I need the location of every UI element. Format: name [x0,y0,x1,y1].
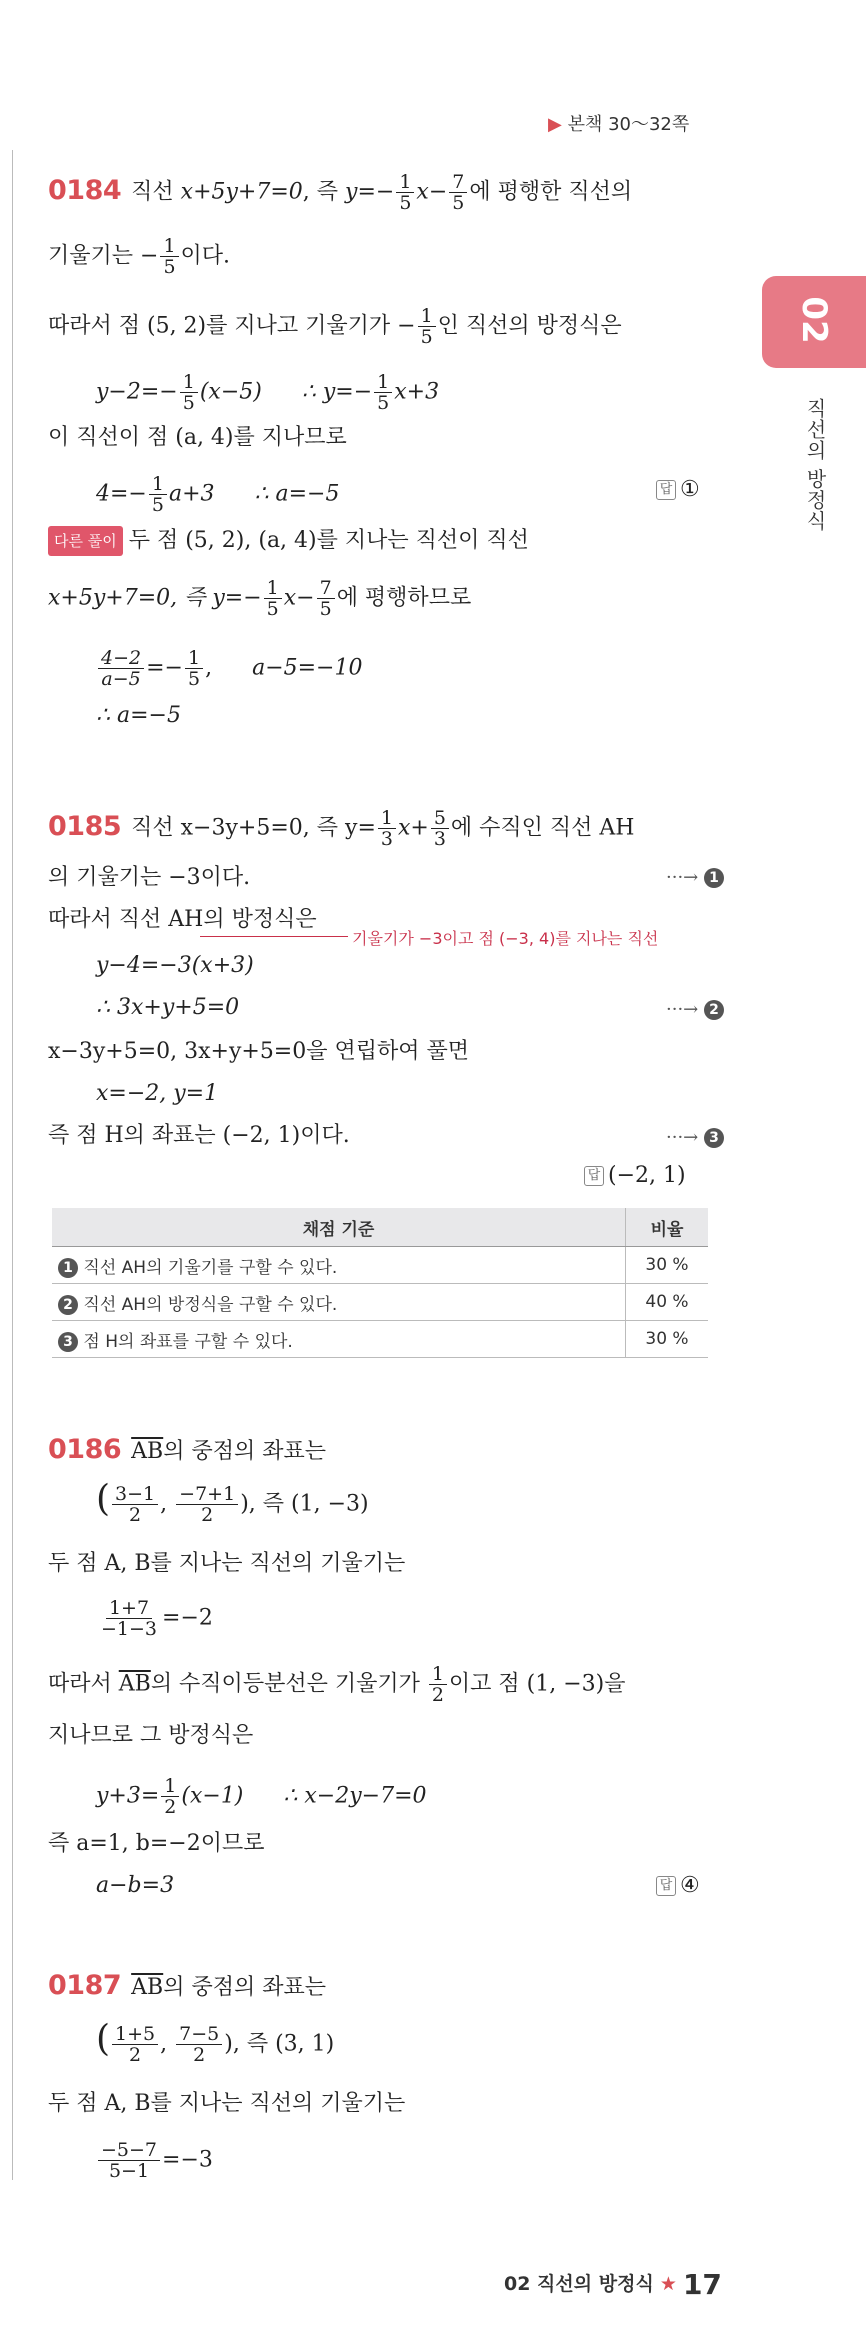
q0186-line7: y+3= $\frac{1}{2}$ (x−1) ∴ x−2y−7=0 [96,1775,427,1818]
q0184-line6: 4=− $\frac{1}{5}$ a+3 ∴ a=−5 [96,473,340,516]
step-1-icon: 1 [704,868,724,888]
q0186-line9: a−b=3 [96,1873,175,1898]
fraction: $\frac{5}{3}$ [431,808,449,849]
q0184-line3: 따라서 점 (5, 2)를 지나고 기울기가 − $\frac{1}{5}$ 인 직선의 방정식은 [48,305,622,348]
arrow-icon: ▶ [548,114,562,135]
q0185-answer: 답 (−2, 1) [584,1162,686,1190]
step-2-icon: 2 [704,1000,724,1020]
page-reference: ▶ 본책 30～32쪽 [548,114,690,135]
table-header: 비율 [626,1208,709,1247]
q0186-line1: 0186 $\overline{AB}$의 중점의 좌표는 [48,1434,326,1465]
table-header: 채점 기준 [52,1208,626,1247]
page-number: 17 [682,2268,722,2301]
fraction: $\frac{1}{5}$ [149,474,167,515]
fraction: $\frac{1}{5}$ [185,648,203,689]
answer-icon: 답 [656,480,676,500]
fraction: $\frac{1}{5}$ [264,578,282,619]
q0187-number: 0187 [48,1970,122,2001]
fraction: $\frac{-7+1}{2}$ [176,1484,238,1525]
step-marker-1: ···→ 1 [666,864,724,892]
fraction: $\frac{1}{2}$ [429,1664,447,1705]
fraction: $\frac{-5-7}{5-1}$ [98,2140,160,2181]
q0186-line4: $\frac{1+7}{-1-3}$ =−2 [96,1598,213,1639]
table-row: 3 점 H의 좌표를 구할 수 있다. 30 % [52,1321,708,1358]
q0185-line5: ∴ 3x+y+5=0 [96,995,240,1020]
annotation-pointer [200,936,348,937]
step-marker-2: ···→ 2 [666,996,724,1024]
table-row: 1 직선 AH의 기울기를 구할 수 있다. 30 % [52,1247,708,1284]
q0184-line4: y−2=− $\frac{1}{5}$ (x−5) ∴ y=− $\frac{1}{5}$ x+3 [96,371,440,414]
q0184-number: 0184 [48,174,122,206]
table-header-row [52,1208,708,1247]
fraction: $\frac{1+5}{2}$ [112,2024,158,2065]
fraction: $\frac{1}{5}$ [396,172,414,213]
fraction: $\frac{7-5}{2}$ [176,2024,222,2065]
fraction: $\frac{7}{5}$ [317,578,335,619]
fraction: $\frac{1}{5}$ [180,372,198,413]
step-1-icon: 1 [58,1258,78,1278]
fraction: $\frac{4-2}{a-5}$ [98,648,144,689]
q0186-line5: 따라서 $\overline{AB}$의 수직이등분선은 기울기가 $\frac{1}{2}$ 이고 점 (1, −3)을 [48,1663,626,1706]
fraction: $\frac{1}{5}$ [160,236,178,277]
q0185-line6: x−3y+5=0, 3x+y+5=0을 연립하여 풀면 [48,1039,469,1064]
footer-chapter: 02 직선의 방정식 [504,2273,654,2295]
q0186-line2: ( $\frac{3-1}{2}$ , $\frac{-7+1}{2}$ ), 즉 (1, −3) [96,1478,369,1526]
chapter-side-title: 직선의 방정식 [803,398,827,532]
q0187-line2: ( $\frac{1+5}{2}$ , $\frac{7-5}{2}$ ), 즉 (3, 1) [96,2018,335,2066]
fraction: $\frac{3-1}{2}$ [112,1484,158,1525]
alt-solution-tag: 다른 풀이 [48,526,123,556]
step-marker-3: ···→ 3 [666,1124,724,1152]
q0186-line3: 두 점 A, B를 지나는 직선의 기울기는 [48,1551,406,1576]
fraction: $\frac{1}{5}$ [374,372,392,413]
answer-icon: 답 [584,1166,604,1186]
annotation-text: 기울기가 −3이고 점 (−3, 4)를 지나는 직선 [352,929,659,948]
q0186-number: 0186 [48,1434,122,1465]
page-footer [504,2268,722,2301]
q0185-line2: 의 기울기는 −3이다. [48,865,251,890]
q0186-line6: 지나므로 그 방정식은 [48,1723,254,1748]
q0187-line1: 0187 $\overline{AB}$의 중점의 좌표는 [48,1970,326,2001]
q0185-line1: 0185 직선 x−3y+5=0, 즉 y= $\frac{1}{3}$ x+ $\frac{5}{3}$ 에 수직인 직선 AH [48,807,635,850]
table-row: 2 직선 AH의 방정식을 구할 수 있다. 40 % [52,1284,708,1321]
q0185-line4: y−4=−3(x+3) [96,953,254,978]
q0187-line3: 두 점 A, B를 지나는 직선의 기울기는 [48,2091,406,2116]
q0184-answer: 답 ① [656,476,700,504]
q0185-line8: 즉 점 H의 좌표는 (−2, 1)이다. [48,1123,350,1148]
q0185-line7: x=−2, y=1 [96,1081,219,1106]
step-2-icon: 2 [58,1295,78,1315]
q0184-alt-line1: 다른 풀이 두 점 (5, 2), (a, 4)를 지나는 직선이 직선 [48,526,529,556]
fraction: $\frac{1+7}{-1-3}$ [101,1597,158,1640]
fraction: $\frac{1}{2}$ [161,1776,179,1817]
q0184-line2: 기울기는 − $\frac{1}{5}$ 이다. [48,235,231,278]
star-icon: ★ [659,2273,677,2295]
margin-rule [12,150,13,2180]
step-3-icon: 3 [704,1128,724,1148]
q0184-alt-line2: x+5y+7=0, 즉 y=− $\frac{1}{5}$ x− $\frac{7}{5}$ 에 평행하므로 [48,577,472,620]
q0185-number: 0185 [48,810,122,842]
fraction: $\frac{1}{5}$ [418,306,436,347]
q0184-line5: 이 직선이 점 (a, 4)를 지나므로 [48,425,347,450]
q0187-line4: $\frac{-5-7}{5-1}$ =−3 [96,2140,213,2181]
q0186-answer: 답 ④ [656,1872,700,1900]
step-3-icon: 3 [58,1332,78,1352]
fraction: $\frac{1}{3}$ [378,808,396,849]
fraction: $\frac{7}{5}$ [449,172,467,213]
scoring-table [52,1208,708,1358]
q0185-line3: 따라서 직선 AH의 방정식은 [48,907,317,932]
q0186-line8: 즉 a=1, b=−2이므로 [48,1831,265,1856]
chapter-tab: 02 [762,276,866,368]
q0184-line1: 0184 직선 x+5y+7=0, 즉 y=− $\frac{1}{5}$ x− $\frac{7}{5}$ 에 평행한 직선의 [48,171,633,214]
q0184-alt-line4: ∴ a=−5 [96,703,181,728]
answer-icon: 답 [656,1876,676,1896]
q0184-alt-line3: $\frac{4-2}{a-5}$ =− $\frac{1}{5}$ , a−5=−10 [96,648,363,689]
